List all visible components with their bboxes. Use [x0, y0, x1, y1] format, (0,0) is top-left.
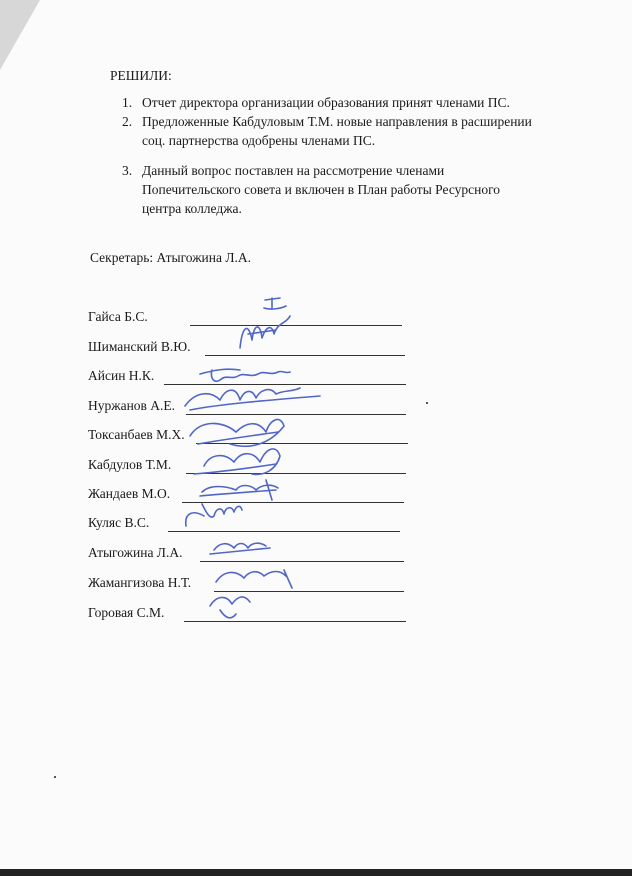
signature-line [182, 502, 404, 503]
scan-dot [426, 402, 428, 404]
scan-dot [54, 776, 56, 778]
folded-corner [0, 0, 40, 70]
signature-line [214, 591, 404, 592]
signatory-name: Жамангизова Н.Т. [88, 575, 192, 590]
signatory-name: Атыгожина Л.А. [88, 545, 183, 560]
signatory-name: Шиманский В.Ю. [88, 339, 191, 354]
signature-line [184, 621, 406, 622]
signatory-row [88, 575, 418, 595]
signatory-name: Айсин Н.К. [88, 368, 155, 383]
item-1-number: 1. [122, 95, 133, 110]
signatory-row [88, 427, 418, 447]
signatory-name: Горовая С.М. [88, 605, 165, 620]
signatory-name: Токсанбаев М.Х. [88, 427, 185, 442]
signature-line [196, 443, 408, 444]
signatory-row [88, 368, 418, 388]
signature-line [190, 325, 402, 326]
secretary-line: Секретарь: Атыгожина Л.А. [90, 250, 252, 265]
signatory-name: Жандаев М.О. [88, 486, 171, 501]
signature-line [205, 355, 405, 356]
signatory-row [88, 457, 418, 477]
item-2-number: 2. [122, 114, 133, 129]
signatory-row [88, 398, 418, 418]
signatory-name: Кабдулов Т.М. [88, 457, 172, 472]
signature-line [186, 414, 406, 415]
signatory-name: Нуржанов А.Е. [88, 398, 176, 413]
signatory-row [88, 486, 418, 506]
item-2-line-1: Предложенные Кабдуловым Т.М. новые направления в расширении [142, 114, 532, 129]
signature-line [200, 561, 404, 562]
signatory-row [88, 309, 418, 329]
signatory-row [88, 545, 418, 565]
signature-line [186, 473, 406, 474]
signatory-name: Гайса Б.С. [88, 309, 148, 324]
item-2-line-2: соц. партнерства одобрены членами ПС. [142, 133, 376, 148]
item-1-line-1: Отчет директора организации образования принят членами ПС. [142, 95, 510, 110]
item-3-line-1: Данный вопрос поставлен на рассмотрение членами [142, 163, 445, 178]
item-3-number: 3. [122, 163, 133, 178]
signatory-name: Куляс В.С. [88, 515, 150, 530]
scan-edge [0, 869, 632, 876]
signature-line [168, 531, 400, 532]
item-3-line-3: центра колледжа. [142, 201, 242, 216]
signatory-row [88, 515, 418, 535]
item-3-line-2: Попечительского совета и включен в План работы Ресурсного [142, 182, 501, 197]
signature-line [164, 384, 406, 385]
signatory-row [88, 605, 418, 625]
signatory-row [88, 339, 418, 359]
resolution-heading: РЕШИЛИ: [110, 68, 172, 83]
